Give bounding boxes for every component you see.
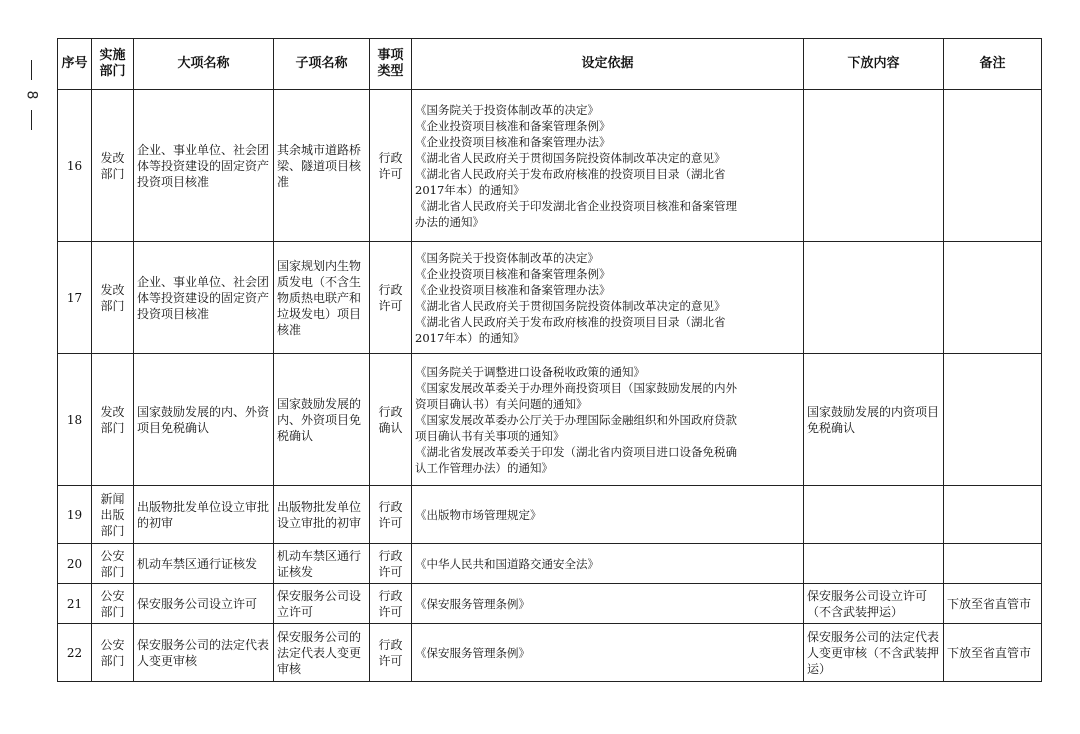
cell-item: 出版物批发单位设立审批的初审	[134, 486, 274, 544]
header-dept: 实施部门	[92, 39, 134, 90]
header-subitem: 子项名称	[274, 39, 370, 90]
cell-subitem: 国家鼓励发展的内、外资项目免税确认	[274, 354, 370, 486]
cell-dept: 新闻出版部门	[92, 486, 134, 544]
cell-basis	[412, 242, 804, 354]
table-row	[58, 90, 1042, 242]
basis-line: 资项目确认书）有关问题的通知》	[415, 396, 588, 411]
page-number-digit: 8	[22, 90, 39, 100]
cell-delegated	[804, 242, 944, 354]
table-row	[58, 486, 1042, 544]
cell-subitem: 保安服务公司设立许可	[274, 584, 370, 624]
cell-remarks	[944, 242, 1042, 354]
basis-line: 《企业投资项目核准和备案管理条例》	[415, 266, 611, 281]
basis-line: 《湖北省人民政府关于发布政府核准的投资项目目录（湖北省	[415, 166, 726, 181]
cell-basis	[412, 90, 804, 242]
cell-item: 企业、事业单位、社会团体等投资建设的固定资产投资项目核准	[134, 242, 274, 354]
cell-dept: 发改部门	[92, 90, 134, 242]
cell-item: 企业、事业单位、社会团体等投资建设的固定资产投资项目核准	[134, 90, 274, 242]
basis-line: 《国务院关于投资体制改革的决定》	[415, 250, 599, 265]
cell-remarks	[944, 486, 1042, 544]
cell-no: 16	[58, 90, 92, 242]
cell-no: 19	[58, 486, 92, 544]
basis-line: 《湖北省人民政府关于印发湖北省企业投资项目核准和备案管理	[415, 198, 737, 213]
page-number-bar-bottom	[31, 110, 32, 130]
table-row	[58, 544, 1042, 584]
cell-item: 保安服务公司的法定代表人变更审核	[134, 624, 274, 682]
basis-line: 《中华人民共和国道路交通安全法》	[415, 556, 599, 571]
cell-basis	[412, 354, 804, 486]
cell-dept: 公安部门	[92, 584, 134, 624]
cell-remarks	[944, 354, 1042, 486]
cell-delegated: 保安服务公司的法定代表人变更审核（不含武装押运）	[804, 624, 944, 682]
table-row	[58, 354, 1042, 486]
page-number	[20, 56, 42, 134]
cell-basis	[412, 624, 804, 682]
cell-remarks	[944, 544, 1042, 584]
cell-no: 18	[58, 354, 92, 486]
basis-line: 《出版物市场管理规定》	[415, 507, 542, 522]
basis-line: 《企业投资项目核准和备案管理条例》	[415, 118, 611, 133]
cell-dept: 发改部门	[92, 242, 134, 354]
cell-delegated: 国家鼓励发展的内资项目免税确认	[804, 354, 944, 486]
cell-dept: 发改部门	[92, 354, 134, 486]
cell-item: 国家鼓励发展的内、外资项目免税确认	[134, 354, 274, 486]
cell-subitem: 国家规划内生物质发电（不含生物质热电联产和垃圾发电）项目核准	[274, 242, 370, 354]
basis-line: 《国务院关于投资体制改革的决定》	[415, 102, 599, 117]
cell-delegated	[804, 486, 944, 544]
page-number-bar-top	[31, 60, 32, 80]
cell-no: 21	[58, 584, 92, 624]
basis-line: 《企业投资项目核准和备案管理办法》	[415, 134, 611, 149]
basis-line: 项目确认书有关事项的通知》	[415, 428, 565, 443]
cell-no: 17	[58, 242, 92, 354]
cell-item: 机动车禁区通行证核发	[134, 544, 274, 584]
table-row	[58, 624, 1042, 682]
cell-type: 行政许可	[370, 544, 412, 584]
basis-line: 2017年本）的通知》	[415, 330, 525, 345]
basis-line: 《湖北省人民政府关于贯彻国务院投资体制改革决定的意见》	[415, 150, 726, 165]
table-row	[58, 584, 1042, 624]
basis-line: 认工作管理办法）的通知》	[415, 460, 553, 475]
basis-line: 办法的通知》	[415, 214, 484, 229]
cell-delegated	[804, 544, 944, 584]
cell-type: 行政许可	[370, 486, 412, 544]
basis-line: 《保安服务管理条例》	[415, 645, 530, 660]
header-no: 序号	[58, 39, 92, 90]
cell-subitem: 其余城市道路桥梁、隧道项目核准	[274, 90, 370, 242]
header-type: 事项类型	[370, 39, 412, 90]
basis-line: 《企业投资项目核准和备案管理办法》	[415, 282, 611, 297]
header-basis: 设定依据	[412, 39, 804, 90]
watermark	[880, 683, 1020, 705]
header-item: 大项名称	[134, 39, 274, 90]
cell-basis	[412, 544, 804, 584]
cell-no: 20	[58, 544, 92, 584]
cell-type: 行政许可	[370, 242, 412, 354]
basis-line: 《湖北省人民政府关于发布政府核准的投资项目目录（湖北省	[415, 314, 726, 329]
header-row	[58, 39, 1042, 90]
basis-line: 《国家发展改革委关于办理外商投资项目（国家鼓励发展的内外	[415, 380, 737, 395]
cell-type: 行政许可	[370, 90, 412, 242]
basis-line: 2017年本）的通知》	[415, 182, 525, 197]
cell-remarks	[944, 90, 1042, 242]
cell-subitem: 出版物批发单位设立审批的初审	[274, 486, 370, 544]
basis-line: 《保安服务管理条例》	[415, 596, 530, 611]
cell-dept: 公安部门	[92, 624, 134, 682]
cell-basis	[412, 584, 804, 624]
cell-remarks: 下放至省直管市	[944, 584, 1042, 624]
basis-line: 《国家发展改革委办公厅关于办理国际金融组织和外国政府贷款	[415, 412, 737, 427]
cell-no: 22	[58, 624, 92, 682]
basis-line: 《国务院关于调整进口设备税收政策的通知》	[415, 364, 645, 379]
cell-basis	[412, 486, 804, 544]
basis-line: 《湖北省发展改革委关于印发（湖北省内资项目进口设备免税确	[415, 444, 737, 459]
cell-item: 保安服务公司设立许可	[134, 584, 274, 624]
header-delegated: 下放内容	[804, 39, 944, 90]
table-row	[58, 242, 1042, 354]
cell-dept: 公安部门	[92, 544, 134, 584]
cell-type: 行政许可	[370, 584, 412, 624]
cell-delegated	[804, 90, 944, 242]
cell-type: 行政许可	[370, 624, 412, 682]
cell-subitem: 保安服务公司的法定代表人变更审核	[274, 624, 370, 682]
cell-subitem: 机动车禁区通行证核发	[274, 544, 370, 584]
header-remarks: 备注	[944, 39, 1042, 90]
delegation-table	[57, 38, 1042, 682]
cell-delegated: 保安服务公司设立许可（不含武装押运）	[804, 584, 944, 624]
basis-line: 《湖北省人民政府关于贯彻国务院投资体制改革决定的意见》	[415, 298, 726, 313]
cell-remarks: 下放至省直管市	[944, 624, 1042, 682]
cell-type: 行政确认	[370, 354, 412, 486]
